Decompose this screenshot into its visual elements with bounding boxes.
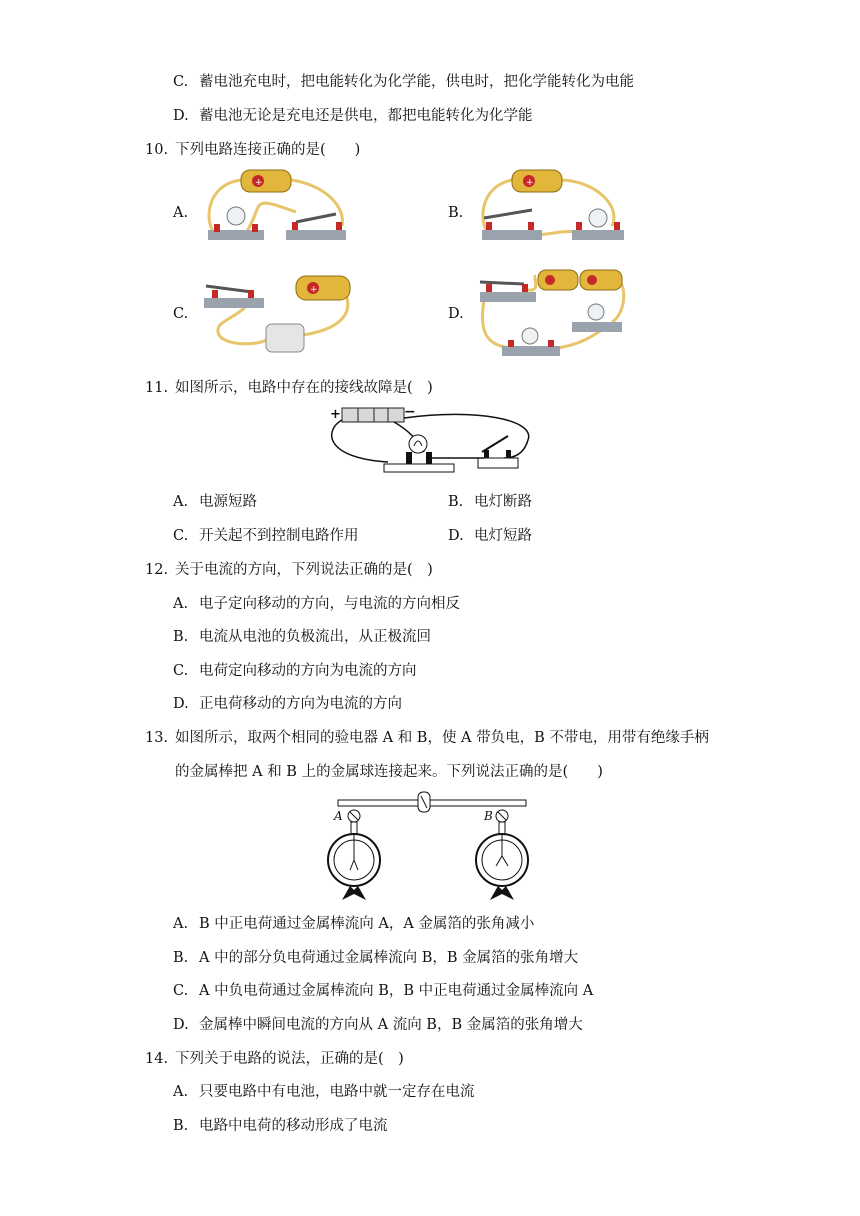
q13-option-b[interactable] [173, 948, 578, 968]
option-letter: A. [173, 1084, 189, 1100]
option-letter: B. [173, 629, 189, 645]
question-text: 下列电路连接正确的是( ) [175, 142, 361, 158]
option-text: A 中负电荷通过金属棒流向 B，B 中正电荷通过金属棒流向 A [199, 983, 594, 999]
option-text: 金属棒中瞬间电流的方向从 A 流向 B，B 金属箔的张角增大 [199, 1017, 583, 1033]
q13-option-d[interactable] [173, 1015, 583, 1035]
question-text: 下列关于电路的说法，正确的是( ) [175, 1051, 404, 1067]
q13-stem-line2: 的金属棒把 A 和 B 上的金属球连接起来。下列说法正确的是( ) [175, 764, 603, 780]
option-text: 电源短路 [199, 494, 257, 510]
q12-option-c[interactable] [173, 661, 417, 681]
question-number: 13. [145, 730, 169, 746]
option-letter: B. [448, 494, 464, 510]
q14-stem [145, 1049, 404, 1069]
question-text: 如图所示，取两个相同的验电器 A 和 B，使 A 带负电，B 不带电，用带有绝缘手柄 [175, 730, 709, 746]
label-b: B [484, 809, 493, 823]
q12-option-a[interactable] [173, 594, 460, 614]
q13-stem-line1 [145, 728, 709, 748]
q12-stem [145, 560, 433, 580]
option-text: 电子定向移动的方向，与电流的方向相反 [199, 596, 460, 612]
q11-option-b[interactable] [448, 492, 532, 512]
option-text: 蓄电池充电时，把电能转化为化学能，供电时，把化学能转化为电能 [199, 74, 634, 90]
q12-option-d[interactable] [173, 694, 402, 714]
q10-option-a-label[interactable]: A. [173, 205, 189, 221]
option-text: 电灯断路 [474, 494, 532, 510]
q10-circuit-c-image [196, 270, 356, 356]
q13-electroscope-figure [326, 790, 530, 902]
question-text: 关于电流的方向，下列说法正确的是( ) [175, 562, 433, 578]
option-text: 电灯短路 [474, 528, 532, 544]
svg-text:+: + [526, 178, 534, 188]
option-letter: C. [173, 663, 189, 679]
question-number: 14. [145, 1051, 169, 1067]
option-letter: C. [173, 983, 189, 999]
option-letter: D. [173, 696, 189, 712]
electroscope-a [328, 822, 380, 900]
option-letter: A. [173, 596, 189, 612]
option-text: 蓄电池无论是充电还是供电，都把电能转化为化学能 [199, 108, 533, 124]
question-number: 11. [145, 380, 169, 396]
option-text: 只要电路中有电池，电路中就一定存在电流 [199, 1084, 475, 1100]
option-letter: D. [173, 108, 189, 124]
question-number: 12. [145, 562, 169, 578]
svg-text:+: + [310, 285, 318, 295]
q9-option-d[interactable] [173, 106, 533, 126]
q10-option-d-label[interactable]: D. [448, 306, 464, 322]
q10-stem [145, 140, 360, 160]
option-letter: A. [173, 494, 189, 510]
q10-circuit-b-image [472, 164, 632, 248]
q9-option-c[interactable] [173, 72, 634, 92]
svg-text:+: + [255, 178, 263, 188]
option-text: 电荷定向移动的方向为电流的方向 [199, 663, 417, 679]
option-text: 电流从电池的负极流出，从正极流回 [199, 629, 431, 645]
q12-option-b[interactable] [173, 627, 431, 647]
q10-option-b-label[interactable]: B. [448, 205, 464, 221]
option-letter: C. [173, 74, 189, 90]
option-letter: D. [448, 528, 464, 544]
option-text: 开关起不到控制电路作用 [199, 528, 359, 544]
q13-option-a[interactable] [173, 914, 534, 934]
q11-stem [145, 378, 433, 398]
q10-circuit-a-image [196, 164, 356, 248]
question-text: 如图所示，电路中存在的接线故障是( ) [175, 380, 433, 396]
q14-option-a[interactable] [173, 1082, 475, 1102]
electroscope-b [476, 822, 528, 900]
option-letter: B. [173, 1118, 189, 1134]
label-a: A [334, 809, 343, 823]
option-text: 正电荷移动的方向为电流的方向 [199, 696, 402, 712]
option-text: 电路中电荷的移动形成了电流 [199, 1118, 388, 1134]
option-text: B 中正电荷通过金属棒流向 A，A 金属箔的张角减小 [199, 916, 535, 932]
q14-option-b[interactable] [173, 1116, 388, 1136]
q10-circuit-d-image [472, 266, 628, 360]
question-number: 10. [145, 142, 169, 158]
option-letter: D. [173, 1017, 189, 1033]
minus-label: − [404, 404, 416, 420]
option-letter: B. [173, 950, 189, 966]
option-text: A 中的部分负电荷通过金属棒流向 B，B 金属箔的张角增大 [199, 950, 579, 966]
q11-circuit-figure [328, 400, 534, 480]
q10-option-c-label[interactable]: C. [173, 306, 189, 322]
plus-label: + [330, 407, 341, 422]
q11-option-c[interactable] [173, 526, 359, 546]
option-letter: C. [173, 528, 189, 544]
option-letter: A. [173, 916, 189, 932]
q11-option-a[interactable] [173, 492, 257, 512]
q13-option-c[interactable] [173, 981, 593, 1001]
q11-option-d[interactable] [448, 526, 532, 546]
